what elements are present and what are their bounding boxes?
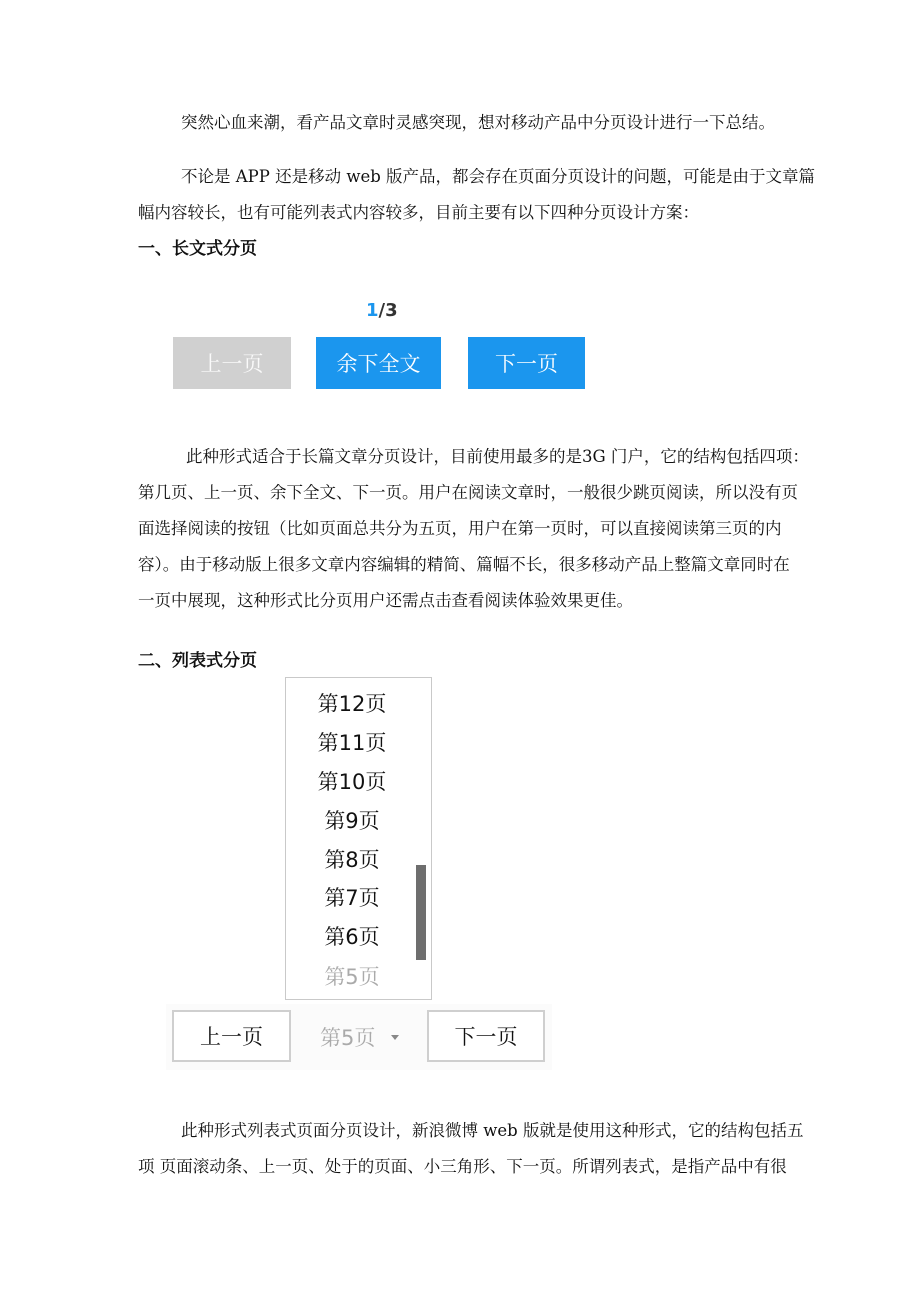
section1-desc-line-3: 面选择阅读的按钮（比如页面总共分为五页，用户在第一页时，可以直接阅读第三页的内	[138, 519, 782, 538]
page-counter-current: 1	[366, 300, 379, 321]
section1-desc-line-2: 第几页、上一页、余下全文、下一页。用户在阅读文章时，一般很少跳页阅读，所以没有页	[138, 483, 798, 502]
dropdown-item-page-8[interactable]: 第8页	[324, 848, 380, 872]
section1-desc-line-4: 容）。由于移动版上很多文章内容编辑的精简、篇幅不长，很多移动产品上整篇文章同时在	[138, 555, 790, 574]
section1-heading: 一、长文式分页	[138, 239, 257, 259]
page-counter-total: /3	[378, 300, 398, 321]
page-dropdown-list[interactable]	[285, 677, 432, 1000]
section2-desc-line-2: 项 页面滚动条、上一页、处于的页面、小三角形、下一页。所谓列表式，是指产品中有很	[138, 1157, 787, 1176]
list-prev-page-button[interactable]: 上一页	[172, 1010, 291, 1062]
section2-heading: 二、列表式分页	[138, 651, 257, 671]
prev-page-button-disabled[interactable]: 上一页	[173, 337, 291, 389]
intro-paragraph-2-line-1: 不论是 APP 还是移动 web 版产品，都会存在页面分页设计的问题，可能是由于文章篇	[181, 167, 816, 186]
list-next-page-button[interactable]: 下一页	[427, 1010, 545, 1062]
dropdown-scrollbar-thumb[interactable]	[416, 865, 426, 960]
current-page-selector[interactable]: 第5页	[320, 1026, 376, 1050]
dropdown-item-page-9[interactable]: 第9页	[324, 809, 380, 833]
section2-desc-line-1: 此种形式列表式页面分页设计，新浪微博 web 版就是使用这种形式，它的结构包括五	[181, 1121, 804, 1140]
section1-desc-line-5: 一页中展现，这种形式比分页用户还需点击查看阅读体验效果更佳。	[138, 591, 633, 610]
section1-desc-line-1: 此种形式适合于长篇文章分页设计，目前使用最多的是3G 门户，它的结构包括四项：	[186, 447, 809, 466]
page-counter	[366, 300, 398, 321]
dropdown-item-page-5[interactable]: 第5页	[324, 965, 380, 989]
caret-down-icon[interactable]	[391, 1035, 399, 1040]
intro-paragraph-2-line-2: 幅内容较长，也有可能列表式内容较多，目前主要有以下四种分页设计方案：	[138, 203, 699, 222]
dropdown-item-page-10[interactable]: 第10页	[317, 770, 387, 794]
dropdown-item-page-7[interactable]: 第7页	[324, 886, 380, 910]
next-page-button[interactable]: 下一页	[468, 337, 585, 389]
dropdown-item-page-6[interactable]: 第6页	[324, 925, 380, 949]
dropdown-item-page-11[interactable]: 第11页	[317, 731, 387, 755]
read-rest-button[interactable]: 余下全文	[316, 337, 441, 389]
intro-paragraph-1: 突然心血来潮，看产品文章时灵感突现，想对移动产品中分页设计进行一下总结。	[181, 113, 775, 132]
dropdown-item-page-12[interactable]: 第12页	[317, 692, 387, 716]
